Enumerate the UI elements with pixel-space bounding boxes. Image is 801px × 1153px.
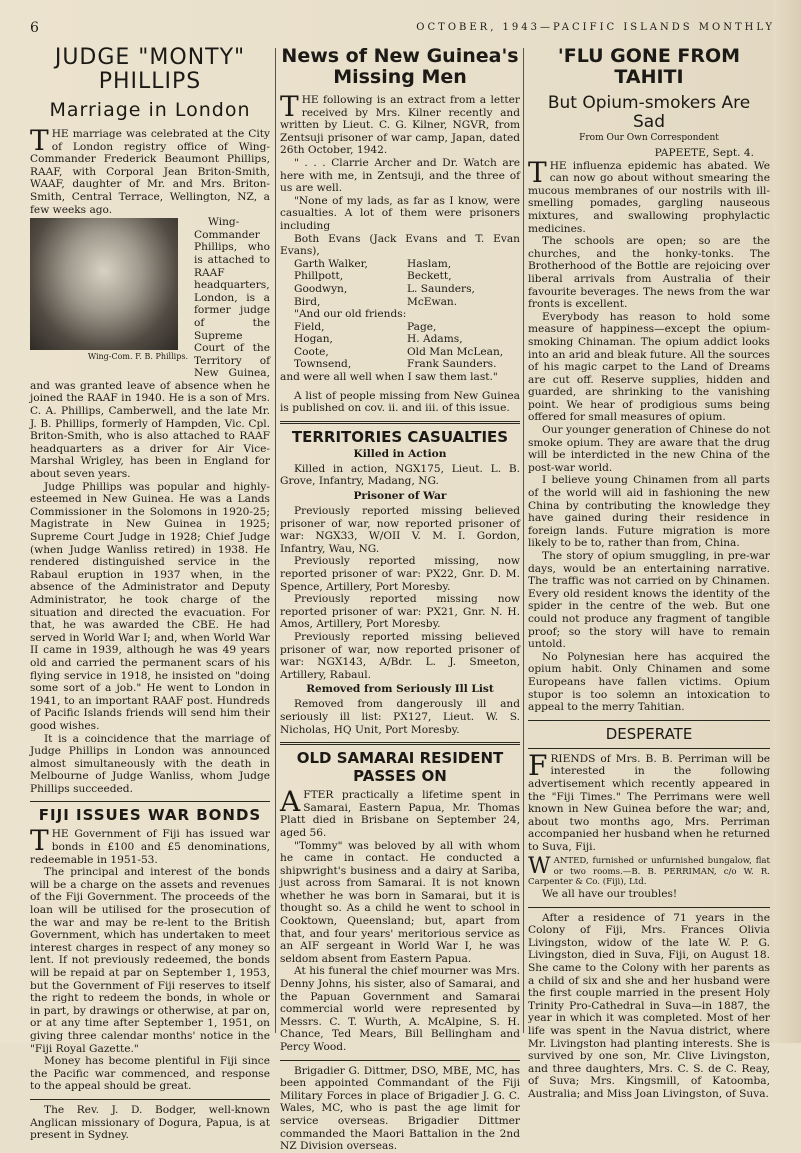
name-row	[294, 270, 520, 283]
paragraph: We all have our troubles!	[542, 887, 678, 900]
paragraph: Previously reported missing believed prisoner of war, now reported prisoner of war: NGX33, W/OII V. M. I. Gordon, Infantry, Wau, NG.	[280, 505, 520, 555]
name-list	[280, 258, 520, 308]
paragraph: Killed in action, NGX175, Lieut. L. B. Grove, Infantry, Madang, NG.	[280, 462, 520, 488]
paragraph: Money has become plentiful in Fiji since the Pacific war commenced, and response to the appeal should be great.	[30, 1055, 270, 1093]
advertisement-text: ANTED, furnished or unfurnished bungalow, flat or two rooms.—B. B. PERRIMAN, c/o W. R. Carpenter & Co. (Fiji), Ltd.	[528, 856, 770, 888]
prisoner-name: Old Man McLean,	[407, 345, 504, 358]
name-row	[294, 296, 520, 309]
page-edge	[773, 0, 801, 1043]
prisoner-name: Phillpott,	[294, 270, 344, 283]
byline: From Our Own Correspondent	[579, 133, 719, 143]
prisoner-name: Hogan,	[294, 333, 333, 346]
column-right	[528, 46, 770, 1100]
article-title: TAHITI	[614, 66, 684, 88]
paragraph: At his funeral the chief mourner was Mrs. Denny Johns, his sister, also of Samarai, and the Papuan Government and Samarai commercial world were represented by Messrs. C. T. Wurth, A. McAlpine, S. H. Chance, Ted Mears, Bill Bellingham and Percy Wood.	[280, 965, 520, 1053]
paragraph: "And our old friends:	[294, 308, 407, 321]
name-row	[294, 358, 520, 371]
paragraph: After a residence of 71 years in the Colony of Fiji, Mrs. Frances Olivia Livingston, widow of the late W. P. G. Livingston, died in Suva, Fiji, on August 18. She came to the Colony with her parents as a child of six and she and her husband were the first couple married in the present Holy Trinity Pro-Cathedral in Suva—in 1887, the year in which it was completed. Most of her life was spent in the Navua district, where Mr. Livingston had planting interests. She is survived by one son, Mr. Clive Livingston, and three daughters, Mrs. C. S. de C. Reay, of Suva; Mrs. Kingsmill, of Katoomba, Australia; and Miss Joan Livingston, of Suva.	[528, 911, 770, 1100]
article-title: News of New Guinea's	[281, 45, 519, 67]
column-divider	[523, 48, 524, 1033]
prisoner-name: H. Adams,	[407, 333, 463, 346]
article-title: DESPERATE	[605, 724, 693, 743]
section-rule	[280, 1060, 520, 1061]
paragraph: "None of my lads, as far as I know, were casualties. A lot of them were prisoners including	[280, 194, 520, 232]
page-header	[30, 20, 775, 40]
paragraph: " . . . Clarrie Archer and Dr. Watch are here with me, in Zentsuji, and the three of us are well.	[280, 156, 520, 195]
paragraph: Brigadier G. Dittmer, DSO, MBE, MC, has been appointed Commandant of the Fiji Military Forces in place of Brigadier J. G. C. Wales, MC, who is past the age limit for service overseas. Brigadier Dittmer commanded the Maori Battalion in the 2nd NZ Division overseas.	[280, 1064, 520, 1153]
paragraph: FTER practically a lifetime spent in Samarai, Eastern Papua, Mr. Thomas Platt died in Brisbane on September 24, aged 56.	[280, 789, 520, 839]
section-rule	[528, 907, 770, 908]
paragraph: A list of people missing from New Guinea is published on cov. ii. and iii. of this issue.	[280, 389, 520, 415]
drop-cap: T	[280, 90, 299, 123]
name-row	[294, 321, 520, 334]
paragraph: Previously reported missing now reported prisoner of war: PX21, Gnr. N. H. Amos, Artillery, Port Moresby.	[280, 593, 520, 631]
paragraph: The Rev. J. D. Bodger, well-known Anglican missionary of Dogura, Papua, is at present in Sydney.	[30, 1103, 270, 1142]
paragraph: Removed from dangerously ill and seriously ill list: PX127, Lieut. W. S. Nicholas, HQ Unit, Port Moresby.	[280, 698, 520, 736]
paragraph: "Tommy" was beloved by all with whom he came in contact. He conducted a shipwright's business and a dairy at Sariba, just across from Samarai. It is not known whether he was born in Samarai, but it is thought so. As a child he went to school in Cooktown, Queensland; but, apart from that, and four years' meritorious service as an AIF sergeant in World War I, he was seldom absent from Eastern Papua.	[280, 839, 520, 965]
article-subtitle: Marriage in London	[49, 99, 251, 121]
section-rule	[280, 742, 520, 745]
drop-cap: W	[528, 854, 551, 880]
prisoner-name: Field,	[294, 320, 325, 333]
paragraph: Our younger generation of Chinese do not smoke opium. They are aware that the drug will be interdicted in the new China of the post-war world.	[528, 424, 770, 474]
prisoner-name: Townsend,	[294, 358, 352, 371]
drop-cap: A	[280, 785, 301, 819]
drop-cap: T	[528, 155, 547, 189]
page-number: 6	[30, 20, 39, 36]
prisoner-name: Haslam,	[407, 257, 452, 270]
section-subheading: Prisoner of War	[353, 490, 447, 503]
section-rule	[30, 1099, 270, 1100]
column-divider	[275, 48, 276, 1033]
paragraph: Previously reported missing believed prisoner of war, now reported prisoner of war: NGX143, A/Bdr. L. J. Smeeton, Artillery, Rabaul.	[280, 630, 520, 681]
prisoner-name: Page,	[407, 320, 437, 333]
article-title: PASSES ON	[353, 767, 447, 786]
paragraph: HE Government of Fiji has issued war bonds in £100 and £5 denominations, redeemable in 1951-53.	[30, 828, 270, 866]
article-title: 'FLU GONE FROM	[557, 45, 741, 67]
section-subheading: Killed in Action	[353, 447, 447, 460]
article-title: OLD SAMARAI RESIDENT	[296, 749, 504, 768]
article-subtitle: Sad	[633, 112, 665, 132]
article-title: TERRITORIES CASUALTIES	[291, 427, 509, 446]
paragraph: No Polynesian here has acquired the opium habit. Only Chinamen and some Europeans have fallen victims. Opium stupor is too solemn an intoxication to appeal to the merry Tahitian.	[528, 650, 770, 714]
column-left	[30, 46, 270, 1142]
photo-caption: Wing-Com. F. B. Phillips.	[87, 352, 188, 362]
portrait-image	[30, 218, 178, 350]
paragraph: HE following is an extract from a letter received by Mrs. Kilner recently and written by Lieut. C. G. Kilner, NGVR, from Zentsuji prisoner of war camp, Japan, dated 26th October, 1942.	[280, 94, 520, 157]
paragraph: HE influenza epidemic has abated. We can now go about without smearing the mucous membranes of our nostrils with ill-smelling pomades, gargling nauseous mixtures, and swallowing prophylactic medicines.	[528, 159, 770, 235]
paragraph: RIENDS of Mrs. B. B. Perriman will be interested in the following advertisement which recently appeared in the "Fiji Times." The Perrimans were well known in New Guinea before the war; and, about two months ago, Mrs. Perriman accompanied her husband when he returned to Suva, Fiji.	[528, 752, 770, 853]
article-title: JUDGE "MONTY"	[54, 45, 246, 70]
paragraph: I believe young Chinamen from all parts of the world will aid in fashioning the new China by contributing the knowledge they have gained during their residence in foreign lands. Future migration is more likely to be to, rather than from, China.	[528, 474, 770, 550]
paragraph: and were all well when I saw them last."	[280, 371, 498, 384]
portrait-photo	[30, 218, 188, 368]
prisoner-name: L. Saunders,	[407, 282, 475, 295]
paragraph: HE marriage was celebrated at the City of London registry office of Wing-Commander Frederick Beaumont Phillips, RAAF, with Corporal Jean Briton-Smith, WAAF, daughter of Mr. and Mrs. Briton-Smith, Central Terrace, Wellington, NZ, a few weeks ago.	[30, 128, 270, 216]
paragraph: The story of opium smuggling, in pre-war days, would be an entertaining narrative. The traffic was not carried on by Chinamen. Every old resident knows the identity of the spider in the centre of the web. But one could not produce any fragment of tangible proof; so the story will have to remain untold.	[528, 550, 770, 651]
name-row	[294, 346, 520, 359]
prisoner-name: Garth Walker,	[294, 257, 368, 270]
article-title: Missing Men	[333, 66, 467, 88]
paragraph: Everybody has reason to hold some measure of happiness—except the opium-smoking Chinaman. The opium addict looks into an arid and bleak future. All the sources of his magic carpet to the Land of Dreams are cut off. Reserve supplies, hidden and guarded, are shrinking to the vanishing point. We hear of prodigious sums being offered for small measures of opium.	[528, 310, 770, 424]
prisoner-name: Bird,	[294, 295, 321, 308]
running-title: OCTOBER, 1943—PACIFIC ISLANDS MONTHLY	[416, 22, 775, 33]
drop-cap: T	[30, 124, 49, 157]
paragraph: It is a coincidence that the marriage of Judge Phillips in London was announced almost simultaneously with the death in Melbourne of Judge Wanliss, whom Judge Phillips succeeded.	[30, 732, 270, 795]
prisoner-name: Beckett,	[407, 270, 452, 283]
name-list	[280, 321, 520, 371]
paragraph: Both Evans (Jack Evans and T. Evan Evans),	[280, 232, 520, 258]
paragraph: Judge Phillips was popular and highly-esteemed in New Guinea. He was a Lands Commissioner in the Solomons in 1920-25; Magistrate in New Guinea in 1925; Supreme Court Judge in 1928; Chief Judge (when Judge Wanliss retired) in 1938. He rendered distinguished service in the Rabaul eruption in 1937 when, in the absence of the Administrator and Deputy Administrator, he took charge of the situation and directed the evacuation. For that, he was awarded the CBE. He had served in World War I; and, when World War II came in 1939, although he was 49 years old and carried the permanent scars of his flying service in 1918, he insisted on "doing some sort of a job." He went to London in 1941, to an important RAAF post. Hundreds of Pacific Islands friends will send him their good wishes.	[30, 480, 270, 732]
paragraph: The principal and interest of the bonds will be a charge on the assets and revenues of the Fiji Government. The proceeds of the loan will be utilised for the prosecution of the war and may be re-lent to the British Government, which has undertaken to meet interest charges in respect of any money so lent. If not previously redeemed, the bonds will be repaid at par on September 1, 1953, but the Government of Fiji reserves to itself the right to redeem the bonds, in whole or in part, by drawings or otherwise, at par on, or at any time after September 1, 1951, on giving three calendar months' notice in the "Fiji Royal Gazette."	[30, 866, 270, 1055]
paragraph: The schools are open; so are the churches, and the honky-tonks. The Brotherhood of the Bottle are rejoicing over liberal arrivals from Australia of their favourite beverages. The news from the war fronts is excellent.	[528, 235, 770, 311]
drop-cap: T	[30, 824, 49, 858]
paragraph: Previously reported missing, now reported prisoner of war: PX22, Gnr. D. M. Spence, Artillery, Port Moresby.	[280, 555, 520, 593]
paragraph: Wing-Commander Phillips, who is attached to RAAF headquarters, London, is a former judge of the Supreme Court of the Territory of New Guinea, and was granted leave of absence when he joined the RAAF in 1940. He is a son of Mrs. C. A. Phillips, Camberwell, and the late Mr. J. B. Phillips, formerly of Hampden, Vic. Cpl. Briton-Smith, who is also attached to RAAF headquarters as a driver for Air Vice-Marshal Wrigley, has been in England for about seven years.	[30, 216, 270, 481]
drop-cap: F	[528, 748, 548, 782]
section-rule	[280, 421, 520, 424]
name-row	[294, 283, 520, 296]
dateline: PAPEETE, Sept. 4.	[654, 147, 754, 159]
section-rule	[528, 748, 770, 749]
article-title: PHILLIPS	[98, 69, 202, 94]
section-rule	[30, 801, 270, 802]
prisoner-name: Frank Saunders.	[407, 358, 497, 371]
section-rule	[528, 720, 770, 721]
article-subtitle: But Opium-smokers Are	[547, 93, 751, 113]
article-title: FIJI ISSUES WAR BONDS	[38, 806, 262, 825]
prisoner-name: McEwan.	[407, 295, 458, 308]
prisoner-name: Goodwyn,	[294, 282, 348, 295]
column-middle	[280, 46, 520, 1153]
section-subheading: Removed from Seriously Ill List	[306, 683, 494, 696]
name-row	[294, 258, 520, 271]
prisoner-name: Coote,	[294, 345, 329, 358]
name-row	[294, 333, 520, 346]
